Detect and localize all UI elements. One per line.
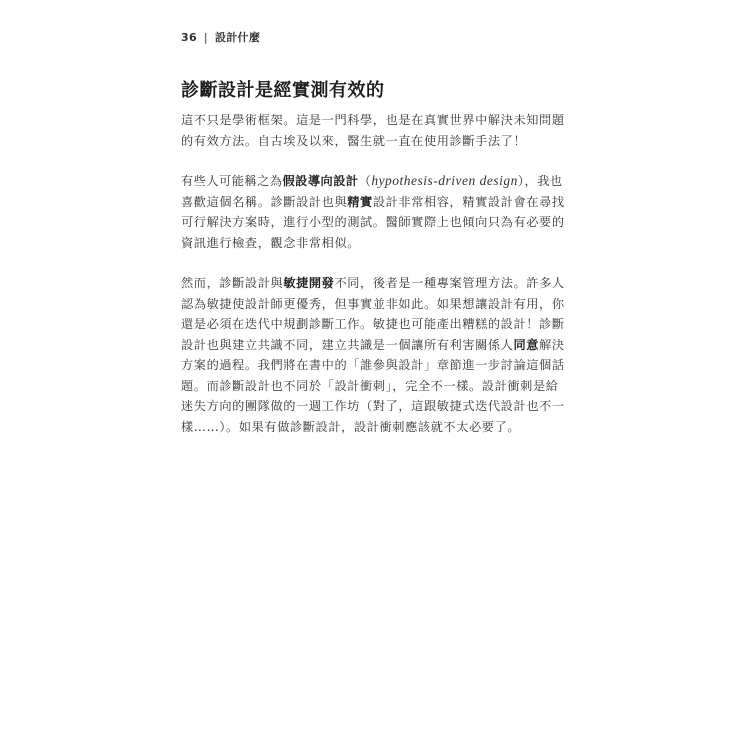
text-run: 方案的過程。我們將在書中的「誰參與設計」章節進一步討論這個話	[181, 358, 565, 372]
page-number: 36	[181, 31, 197, 44]
text-line	[181, 131, 566, 152]
emphasis-term: 假設導向設計	[282, 174, 359, 188]
text-run: 有些人可能稱之為	[181, 174, 283, 188]
running-header	[181, 29, 260, 45]
text-run: 題。而診斷設計也不同於「設計衝刺」，完全不一樣。設計衝刺是給	[181, 378, 559, 393]
english-term: hypothesis-driven design	[371, 173, 518, 188]
body-text	[181, 110, 566, 457]
text-run: 設計也與建立共識不同，建立共識是一個讓所有利害關係人	[181, 337, 514, 352]
text-line	[181, 335, 566, 356]
text-line	[181, 396, 566, 417]
text-line	[181, 233, 566, 254]
chapter-title: 設計什麼	[214, 31, 261, 44]
text-line	[181, 376, 566, 397]
text-run: 然而，診斷設計與	[181, 276, 284, 290]
paragraph-3	[181, 273, 566, 437]
text-run: 可行解決方案時，進行小型的測試。醫師實際上也傾向只為有必要的	[181, 215, 565, 229]
text-line	[181, 171, 566, 192]
text-run: 設計非常相容，精實設計會在尋找	[372, 194, 565, 209]
text-run: 解決	[539, 337, 565, 352]
text-line	[181, 273, 566, 294]
text-line	[181, 355, 566, 376]
text-line	[181, 212, 566, 233]
text-line	[181, 417, 566, 438]
text-run: 還是必須在迭代中規劃診斷工作。敏捷也可能產出糟糕的設計！診斷	[181, 317, 565, 331]
paragraph-2	[181, 171, 566, 253]
emphasis-term: 敏捷開發	[283, 276, 335, 290]
text-run: 喜歡這個名稱。診斷設計也與	[181, 194, 348, 209]
emphasis-term: 精實	[347, 194, 373, 209]
text-run: 不同，後者是一種專案管理方法。許多人	[334, 276, 565, 290]
text-run: 資訊進行檢查，觀念非常相似。	[181, 235, 361, 250]
emphasis-term: 同意	[513, 337, 540, 352]
text-run: 的有效方法。自古埃及以來，醫生就一直在使用診斷手法了！	[181, 133, 527, 148]
header-separator: |	[203, 31, 208, 44]
text-run: （	[358, 174, 372, 188]
text-run: 樣……）。如果有做診斷設計，設計衝刺應該就不太必要了。	[181, 419, 521, 434]
text-line	[181, 192, 566, 213]
section-title: 診斷設計是經實測有效的	[181, 80, 385, 101]
text-run: ），我也	[517, 174, 563, 188]
text-run: 這不只是學術框架。這是一門科學，也是在真實世界中解決未知問題	[181, 113, 565, 127]
text-line	[181, 110, 566, 131]
text-line	[181, 294, 566, 315]
text-run: 認為敏捷使設計師更優秀，但事實並非如此。如果想讓設計有用，你	[181, 296, 565, 311]
paragraph-1	[181, 110, 566, 151]
text-run: 迷失方向的團隊做的一週工作坊（對了，這跟敏捷式迭代設計也不一	[181, 399, 565, 413]
text-line	[181, 314, 566, 335]
